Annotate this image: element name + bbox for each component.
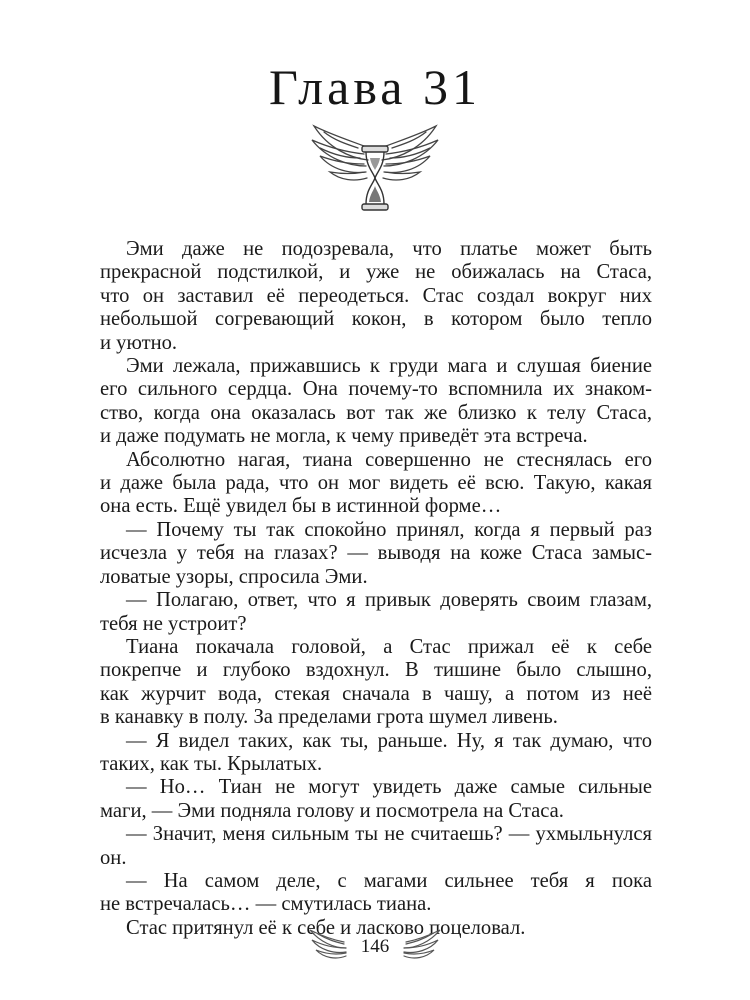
text-line: Абсолютно нагая, тиана совершенно не стеснялась его xyxy=(126,448,652,471)
text-line: — Но… Тиан не могут увидеть даже самые сильные xyxy=(126,776,652,799)
text-line: она есть. Ещё увидел бы в истинной форме… xyxy=(100,495,502,518)
text-line: и даже была рада, что он мог видеть её всю. Такую, какая xyxy=(100,472,652,495)
text-line: маги, — Эми подняла голову и посмотрела на Стаса. xyxy=(100,799,564,822)
text-line: Стас притянул её к себе и ласково поцеловал. xyxy=(126,916,526,939)
text-line: тебя не устроит? xyxy=(100,612,247,635)
text-line: — Значит, меня сильным ты не считаешь? — ухмыльнулся xyxy=(126,823,652,846)
text-line: Эми даже не подозревала, что платье может быть xyxy=(126,238,652,260)
chapter-body-text xyxy=(100,238,652,940)
winged-hourglass-icon xyxy=(300,118,450,216)
text-line: исчезла у тебя на глазах? — выводя на коже Стаса замыс- xyxy=(100,542,652,565)
text-line: его сильного сердца. Она почему-то вспомнила их знаком- xyxy=(100,378,652,401)
text-line: — Я видел таких, как ты, раньше. Ну, я так думаю, что xyxy=(126,729,652,752)
left-wing-icon xyxy=(306,928,348,962)
page-number: 146 xyxy=(360,936,390,957)
text-line: ловатые узоры, спросила Эми. xyxy=(100,565,368,588)
text-line: как журчит вода, стекая сначала в чашу, а потом из неё xyxy=(100,682,652,705)
chapter-title: Глава 31 xyxy=(269,59,481,115)
text-line: что он заставил её переодеться. Стас создал вокруг них xyxy=(100,284,652,307)
text-line: не встречалась… — смутилась тиана. xyxy=(100,893,432,916)
text-line: ство, когда она оказалась вот так же близко к телу Стаса, xyxy=(100,401,652,424)
right-wing-icon xyxy=(402,928,444,962)
text-line: он. xyxy=(100,846,127,869)
text-line: и уютно. xyxy=(100,331,178,354)
text-line: Тиана покачала головой, а Стас прижал её к себе xyxy=(126,635,652,658)
text-line: таких, как ты. Крылатых. xyxy=(100,752,323,775)
text-line: прекрасной подстилкой, и уже не обижалась на Стаса, xyxy=(100,261,652,284)
text-line: Эми лежала, прижавшись к груди мага и слушая биение xyxy=(126,355,652,378)
text-line: — На самом деле, с магами сильнее тебя я пока xyxy=(126,869,652,892)
text-line: и даже подумать не могла, к чему приведёт эта встреча. xyxy=(100,425,588,448)
text-line: небольшой согревающий кокон, в котором было тепло xyxy=(100,308,652,331)
text-line: — Почему ты так спокойно принял, когда я первый раз xyxy=(126,518,652,541)
text-line: в канавку в полу. За пределами грота шумел ливень. xyxy=(100,706,558,729)
text-line: — Полагаю, ответ, что я привык доверять своим глазам, xyxy=(126,589,652,612)
text-line: покрепче и глубоко вздохнул. В тишине было слышно, xyxy=(100,659,652,682)
